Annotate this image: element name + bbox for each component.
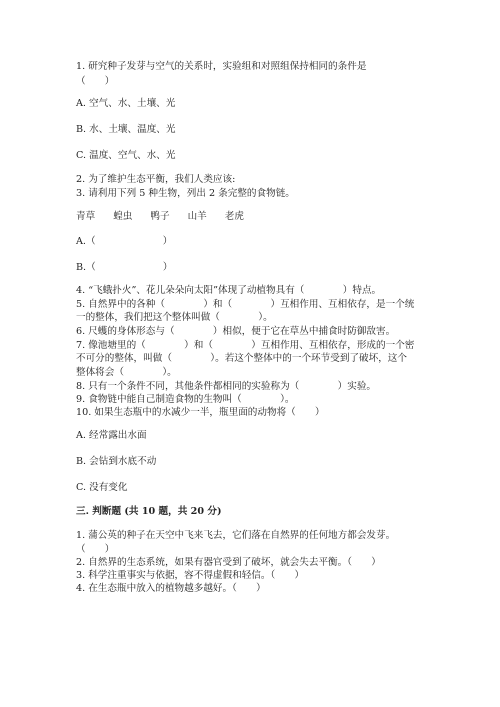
fill-question-6: 6. 尺蠖的身体形态与（ ）相似，便于它在草丛中捕食时防御敌害。 [76, 326, 396, 337]
question-10-option-a: A. 经常露出水面 [76, 430, 147, 441]
organism-list [76, 210, 430, 223]
question-2: 2. 为了维护生态平衡，我们人类应该: [76, 174, 236, 185]
fill-question-7-line2: 不可分的整体，叫做（ ）。若这个整体中的一个环节受到了破坏，这个 [76, 353, 407, 364]
fill-question-4: 4. “飞蛾扑火”、花儿朵朵向太阳”体现了动植物具有（ ）特点。 [76, 285, 382, 296]
organism-item: 老虎 [224, 211, 244, 222]
question-10-option-c: C. 没有变化 [76, 482, 128, 493]
judge-item-1: 1. 蒲公英的种子在天空中飞来飞去，它们落在自然界的任何地方都会发芽。 [76, 530, 396, 541]
question-3-stem: 3. 请利用下列 5 种生物，列出 2 条完整的食物链。 [76, 188, 295, 199]
question-1-blank: （ ） [76, 76, 115, 87]
fill-question-7-line3: 整体将会（ ）。 [76, 367, 177, 378]
question-10: 10. 如果生态瓶中的水减少一半，瓶里面的动物将（ ） [76, 407, 325, 418]
judge-item-3: 3. 科学注重事实与依据，容不得虚假和轻信。（ ） [76, 570, 305, 581]
judge-item-4: 4. 在生态瓶中放入的植物越多越好。（ ） [76, 583, 266, 594]
question-1-option-c: C. 温度、空气、水、光 [76, 150, 176, 161]
question-1-stem: 1. 研究种子发芽与空气的关系时，实验组和对照组保持相同的条件是 [76, 61, 367, 72]
organism-item: 山羊 [187, 211, 207, 222]
section-3-heading: 三. 判断题 (共 10 题，共 20 分) [76, 506, 222, 517]
fill-question-7-line1: 7. 像池塘里的（ ）和（ ）互相作用、互相依存，形成的一个密 [76, 340, 415, 351]
organism-item: 蝗虫 [113, 211, 133, 222]
question-1-option-b: B. 水、土壤、温度、光 [76, 124, 176, 135]
question-10-option-b: B. 会钻到水底不动 [76, 456, 157, 467]
judge-item-2: 2. 自然界的生态系统，如果有器官受到了破坏，就会失去平衡。（ ） [76, 557, 381, 568]
food-chain-a: A.（ ） [76, 236, 173, 247]
food-chain-b: B.（ ） [76, 262, 173, 273]
fill-question-9: 9. 食物链中能自己制造食物的生物叫（ ）。 [76, 394, 295, 405]
organism-item: 青草 [76, 211, 96, 222]
organism-item: 鸭子 [150, 211, 170, 222]
question-1-option-a: A. 空气、水、土壤、光 [76, 98, 176, 109]
fill-question-8: 8. 只有一个条件不同，其他条件都相同的实验称为（ ）实验。 [76, 381, 377, 392]
judge-item-1-blank: （ ） [76, 544, 115, 555]
fill-question-5-line1: 5. 自然界中的各种（ ）和（ ）互相作用、互相依存，是一个统 [76, 299, 415, 310]
fill-question-5-line2: 一的整体，我们把这个整体叫做（ ）。 [76, 312, 273, 323]
